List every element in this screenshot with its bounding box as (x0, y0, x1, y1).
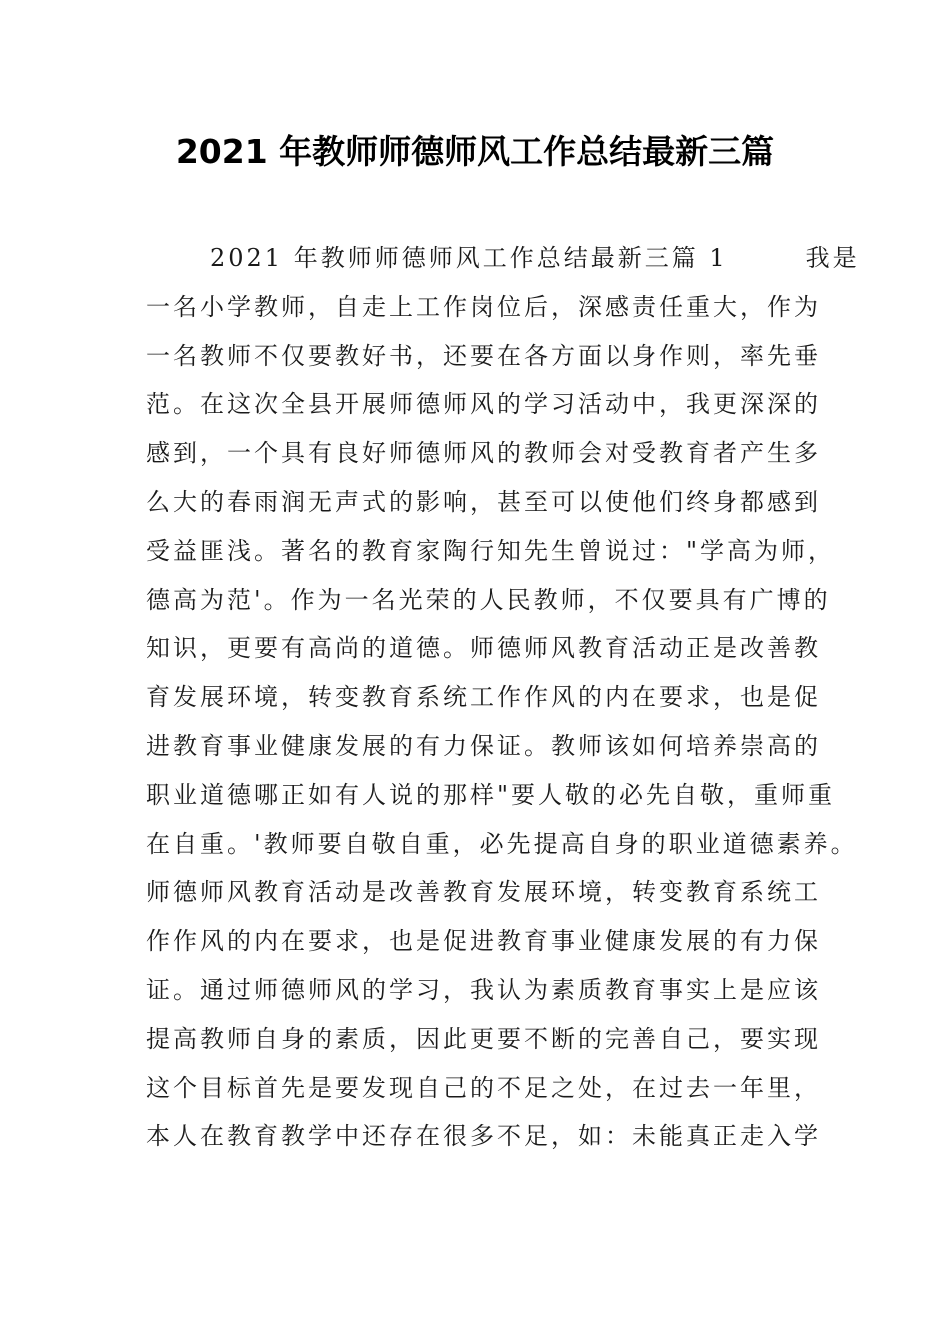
body-text-line: 本人在教育教学中还存在很多不足，如：未能真正走入学 (146, 1122, 821, 1151)
body-text-line: 一名教师不仅要教好书，还要在各方面以身作则，率先垂 (146, 341, 821, 370)
body-text-line: 职业道德哪正如有人说的那样"要人敬的必先自敬，重师重 (146, 780, 836, 809)
body-text-line: 一名小学教师，自走上工作岗位后，深感责任重大，作为 (146, 292, 821, 321)
body-text-line: 作作风的内在要求，也是促进教育事业健康发展的有力保 (146, 927, 821, 956)
paragraph-first-line (146, 234, 860, 283)
body-text-line: 在自重。'教师要自敬自重，必先提高自身的职业道德素养。 (146, 829, 858, 858)
body-text-line: 受益匪浅。著名的教育家陶行知先生曾说过："学高为师， (146, 536, 836, 565)
body-text-line: 提高教师自身的素质，因此更要不断的完善自己，要实现 (146, 1024, 821, 1053)
body-text-line: 育发展环境，转变教育系统工作作风的内在要求，也是促 (146, 683, 821, 712)
body-text-line: 么大的春雨润无声式的影响，甚至可以使他们终身都感到 (146, 487, 821, 516)
paragraph-start-text: 我是 (805, 244, 860, 272)
section-heading: 2021 年教师师德师风工作总结最新三篇 1 (210, 244, 728, 272)
body-text-line: 证。通过师德师风的学习，我认为素质教育事实上是应该 (146, 975, 821, 1004)
body-text-line: 师德师风教育活动是改善教育发展环境，转变教育系统工 (146, 878, 821, 907)
body-text-line: 知识，更要有高尚的道德。师德师风教育活动正是改善教 (146, 634, 821, 663)
body-text-line: 范。在这次全县开展师德师风的学习活动中，我更深深的 (146, 390, 821, 419)
body-text-line: 进教育事业健康发展的有力保证。教师该如何培养崇高的 (146, 731, 821, 760)
document-body (146, 234, 860, 1161)
body-text-line: 这个目标首先是要发现自己的不足之处，在过去一年里， (146, 1073, 821, 1102)
document-title: 2021 年教师师德师风工作总结最新三篇 (175, 132, 775, 171)
body-text-line: 德高为范'。作为一名光荣的人民教师，不仅要具有广博的 (146, 585, 831, 614)
body-text-line: 感到，一个具有良好师德师风的教师会对受教育者产生多 (146, 439, 821, 468)
